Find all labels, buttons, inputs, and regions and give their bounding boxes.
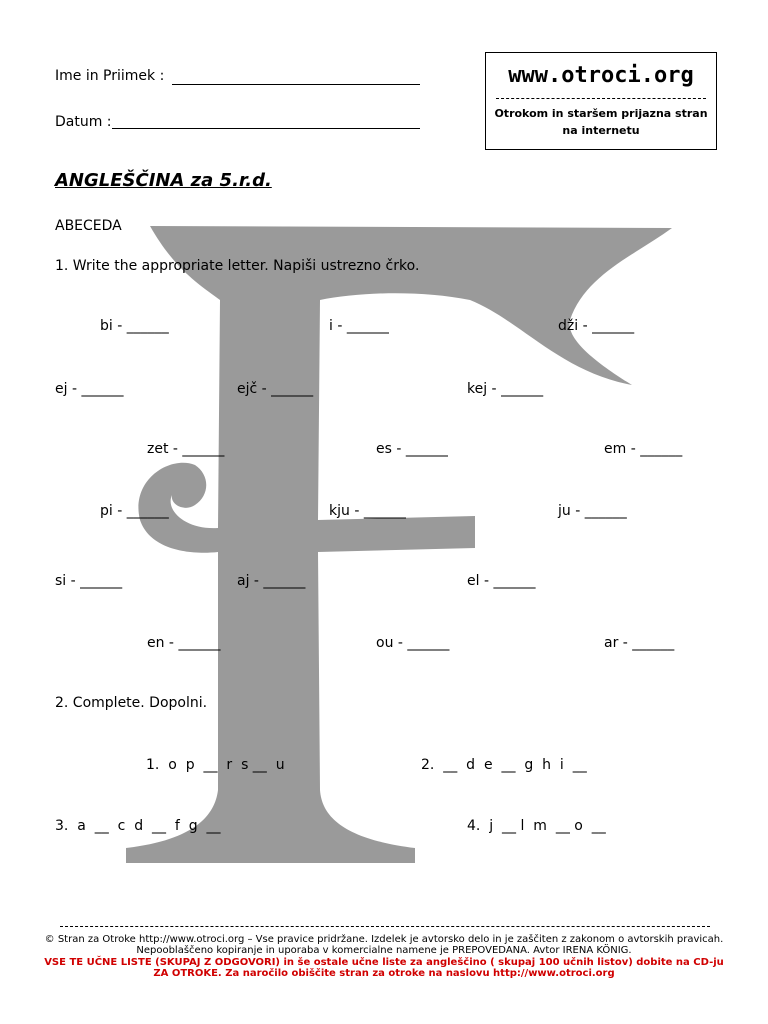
task2-item[interactable]: 2. __ d e __ g h i __ [421, 757, 587, 773]
footer-divider [60, 926, 710, 927]
task2-instruction: 2. Complete. Dopolni. [55, 695, 208, 711]
task1-item[interactable]: ej - ______ [55, 381, 124, 397]
task1-item[interactable]: i - ______ [329, 318, 389, 334]
date-field[interactable] [112, 128, 420, 129]
section-title: ABECEDA [55, 218, 122, 234]
page-title: ANGLEŠČINA za 5.r.d. [55, 170, 272, 191]
task2-item[interactable]: 1. o p __ r s __ u [146, 757, 285, 773]
date-label: Datum : [55, 114, 112, 130]
site-tagline: Otrokom in staršem prijazna stran na internetu [494, 107, 708, 137]
footer-promo: VSE TE UČNE LISTE (SKUPAJ Z ODGOVORI) in še ostale učne liste za angleščino ( skupaj 100 učnih listov) dobite na CD-ju ZA OTROKE. Za naročilo obiščite stran za otroke na naslovu http://www.otroci.org [44, 957, 724, 979]
task2-item[interactable]: 3. a __ c d __ f g __ [55, 818, 221, 834]
site-logo-box [485, 52, 717, 150]
name-field[interactable] [172, 84, 420, 85]
footer-copyright: © Stran za Otroke http://www.otroci.org – Vse pravice pridržane. Izdelek je avtorsko delo in je zaščiten z zakonom o avtorskih pravicah. Nepooblaščeno kopiranje in uporaba v komercialne namene je PREPOVEDANA. Avtor IRENA KÖNIG. [44, 934, 724, 956]
task1-item[interactable]: kju - ______ [329, 503, 406, 519]
task2-item[interactable]: 4. j __ l m __ o __ [467, 818, 606, 834]
task1-item[interactable]: es - ______ [376, 441, 448, 457]
task1-item[interactable]: ejč - ______ [237, 381, 314, 397]
site-url: www.otroci.org [508, 63, 694, 88]
task1-instruction: 1. Write the appropriate letter. Napiši ustrezno črko. [55, 258, 420, 274]
task1-item[interactable]: ar - ______ [604, 635, 675, 651]
task1-item[interactable]: kej - ______ [467, 381, 544, 397]
task1-item[interactable]: zet - ______ [147, 441, 225, 457]
task1-item[interactable]: el - ______ [467, 573, 536, 589]
logo-divider [496, 98, 706, 99]
task1-item[interactable]: dži - ______ [558, 318, 635, 334]
task1-item[interactable]: ou - ______ [376, 635, 450, 651]
task1-item[interactable]: si - ______ [55, 573, 123, 589]
task1-item[interactable]: aj - ______ [237, 573, 306, 589]
task1-item[interactable]: pi - ______ [100, 503, 169, 519]
task1-item[interactable]: em - ______ [604, 441, 683, 457]
task1-item[interactable]: en - ______ [147, 635, 221, 651]
task1-item[interactable]: bi - ______ [100, 318, 169, 334]
task1-item[interactable]: ju - ______ [558, 503, 627, 519]
name-label: Ime in Priimek : [55, 68, 165, 84]
